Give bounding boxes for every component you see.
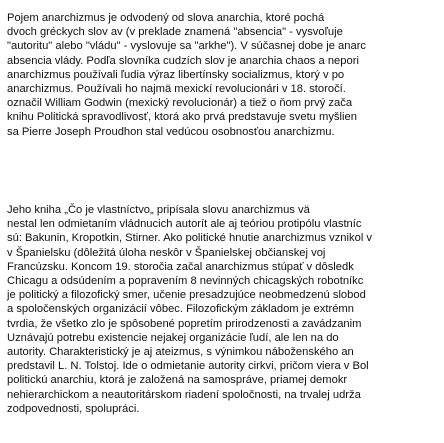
text-line: zodpovednosti, spolupráci. [7, 402, 140, 415]
text-line: sa Pierre Joseph Proudhon stal vedúcou osobnosťou anarchizmu. [7, 125, 335, 138]
text-line: autority. Charakteristický je aj ateizmus, s výnimkou náboženského an [7, 346, 354, 359]
text-line: tvrdia, že všetko zlo je spôsobené popretím prirodzenosti a zavádzanim [7, 317, 362, 330]
text-line: označil William Godwin (mexický revolucionár) a tiež o ňom prvý zača [7, 97, 353, 110]
text-line: v Španielsku (dôležitá úloha neskôr v Španielskej občianskej voj [7, 246, 326, 259]
text-line: anarchizmus. Používali ho najmä mexickí revolucionári v 18. storočí. [7, 83, 346, 96]
paragraph-1 [7, 11, 444, 139]
text-line: anarchizmus používali ľudia výraz libertínsky socializmus, ktorý v po [7, 68, 345, 81]
paragraph-2 [7, 203, 444, 416]
text-line: je politický a filozofický smer, učenie presadzujúce neobmedzenú slobod [7, 289, 366, 302]
text-line: Jeho kniha „Čo je vlastníctvo„ pripísala slovu anarchizmus vä [7, 204, 310, 216]
text-line: a spoločenských organizácií vôbec. Filozofickým základom je extrémn [7, 303, 354, 316]
text-line: nestal len odmietaním vládnucich autorít ale aj teóriou protipólu vlastníc [7, 218, 362, 231]
text-line: Chicagu a odsúdením a popravením 8 nevinných chicagských robotníkc [7, 275, 364, 288]
text-line: knihu Politická spravodlivosť, ktorá ako prvá predstavuje svetu myšlien [7, 111, 357, 124]
text-line: nehierarchickom a neautoritárskom riadení spoločnosti, na trvalej udrža [7, 388, 361, 401]
text-line: predstavil L. N. Tolstoj. Ide o odmietanie autority cirkvi, pričom viera v Bol [7, 360, 369, 373]
text-line: sú: Bakunin, Kropotkin, Stirner. Ako politické hnutie anarchizmus vznikol v [7, 232, 373, 245]
text-line: "autoritu" alebo "vládu" - vyslovuje sa "arkhe"). V súčasnej dobe je anarc [7, 40, 367, 53]
text-line: absencia vlády. Podľa slovníka cudzích slov je anarchia chaos a nepori [7, 54, 359, 67]
text-line: dvoch gréckych slov av (v preklade znamená "absencia" - vysvoľuje [7, 26, 343, 39]
text-line: Uznávajú potrebu existencie nejakej organizácie ľudí, ale len na do [7, 331, 339, 344]
text-line: Francúzsku. Koncom 19. storočia začal anarchizmus stúpať v dôsledk [7, 260, 354, 273]
text-line: politickú anarchiu, ktorá je založená na samospráve, priamej demokr [7, 374, 348, 387]
text-line: Pojem anarchizmus je odvodený od slova anarchia, ktoré pochá [7, 12, 325, 24]
